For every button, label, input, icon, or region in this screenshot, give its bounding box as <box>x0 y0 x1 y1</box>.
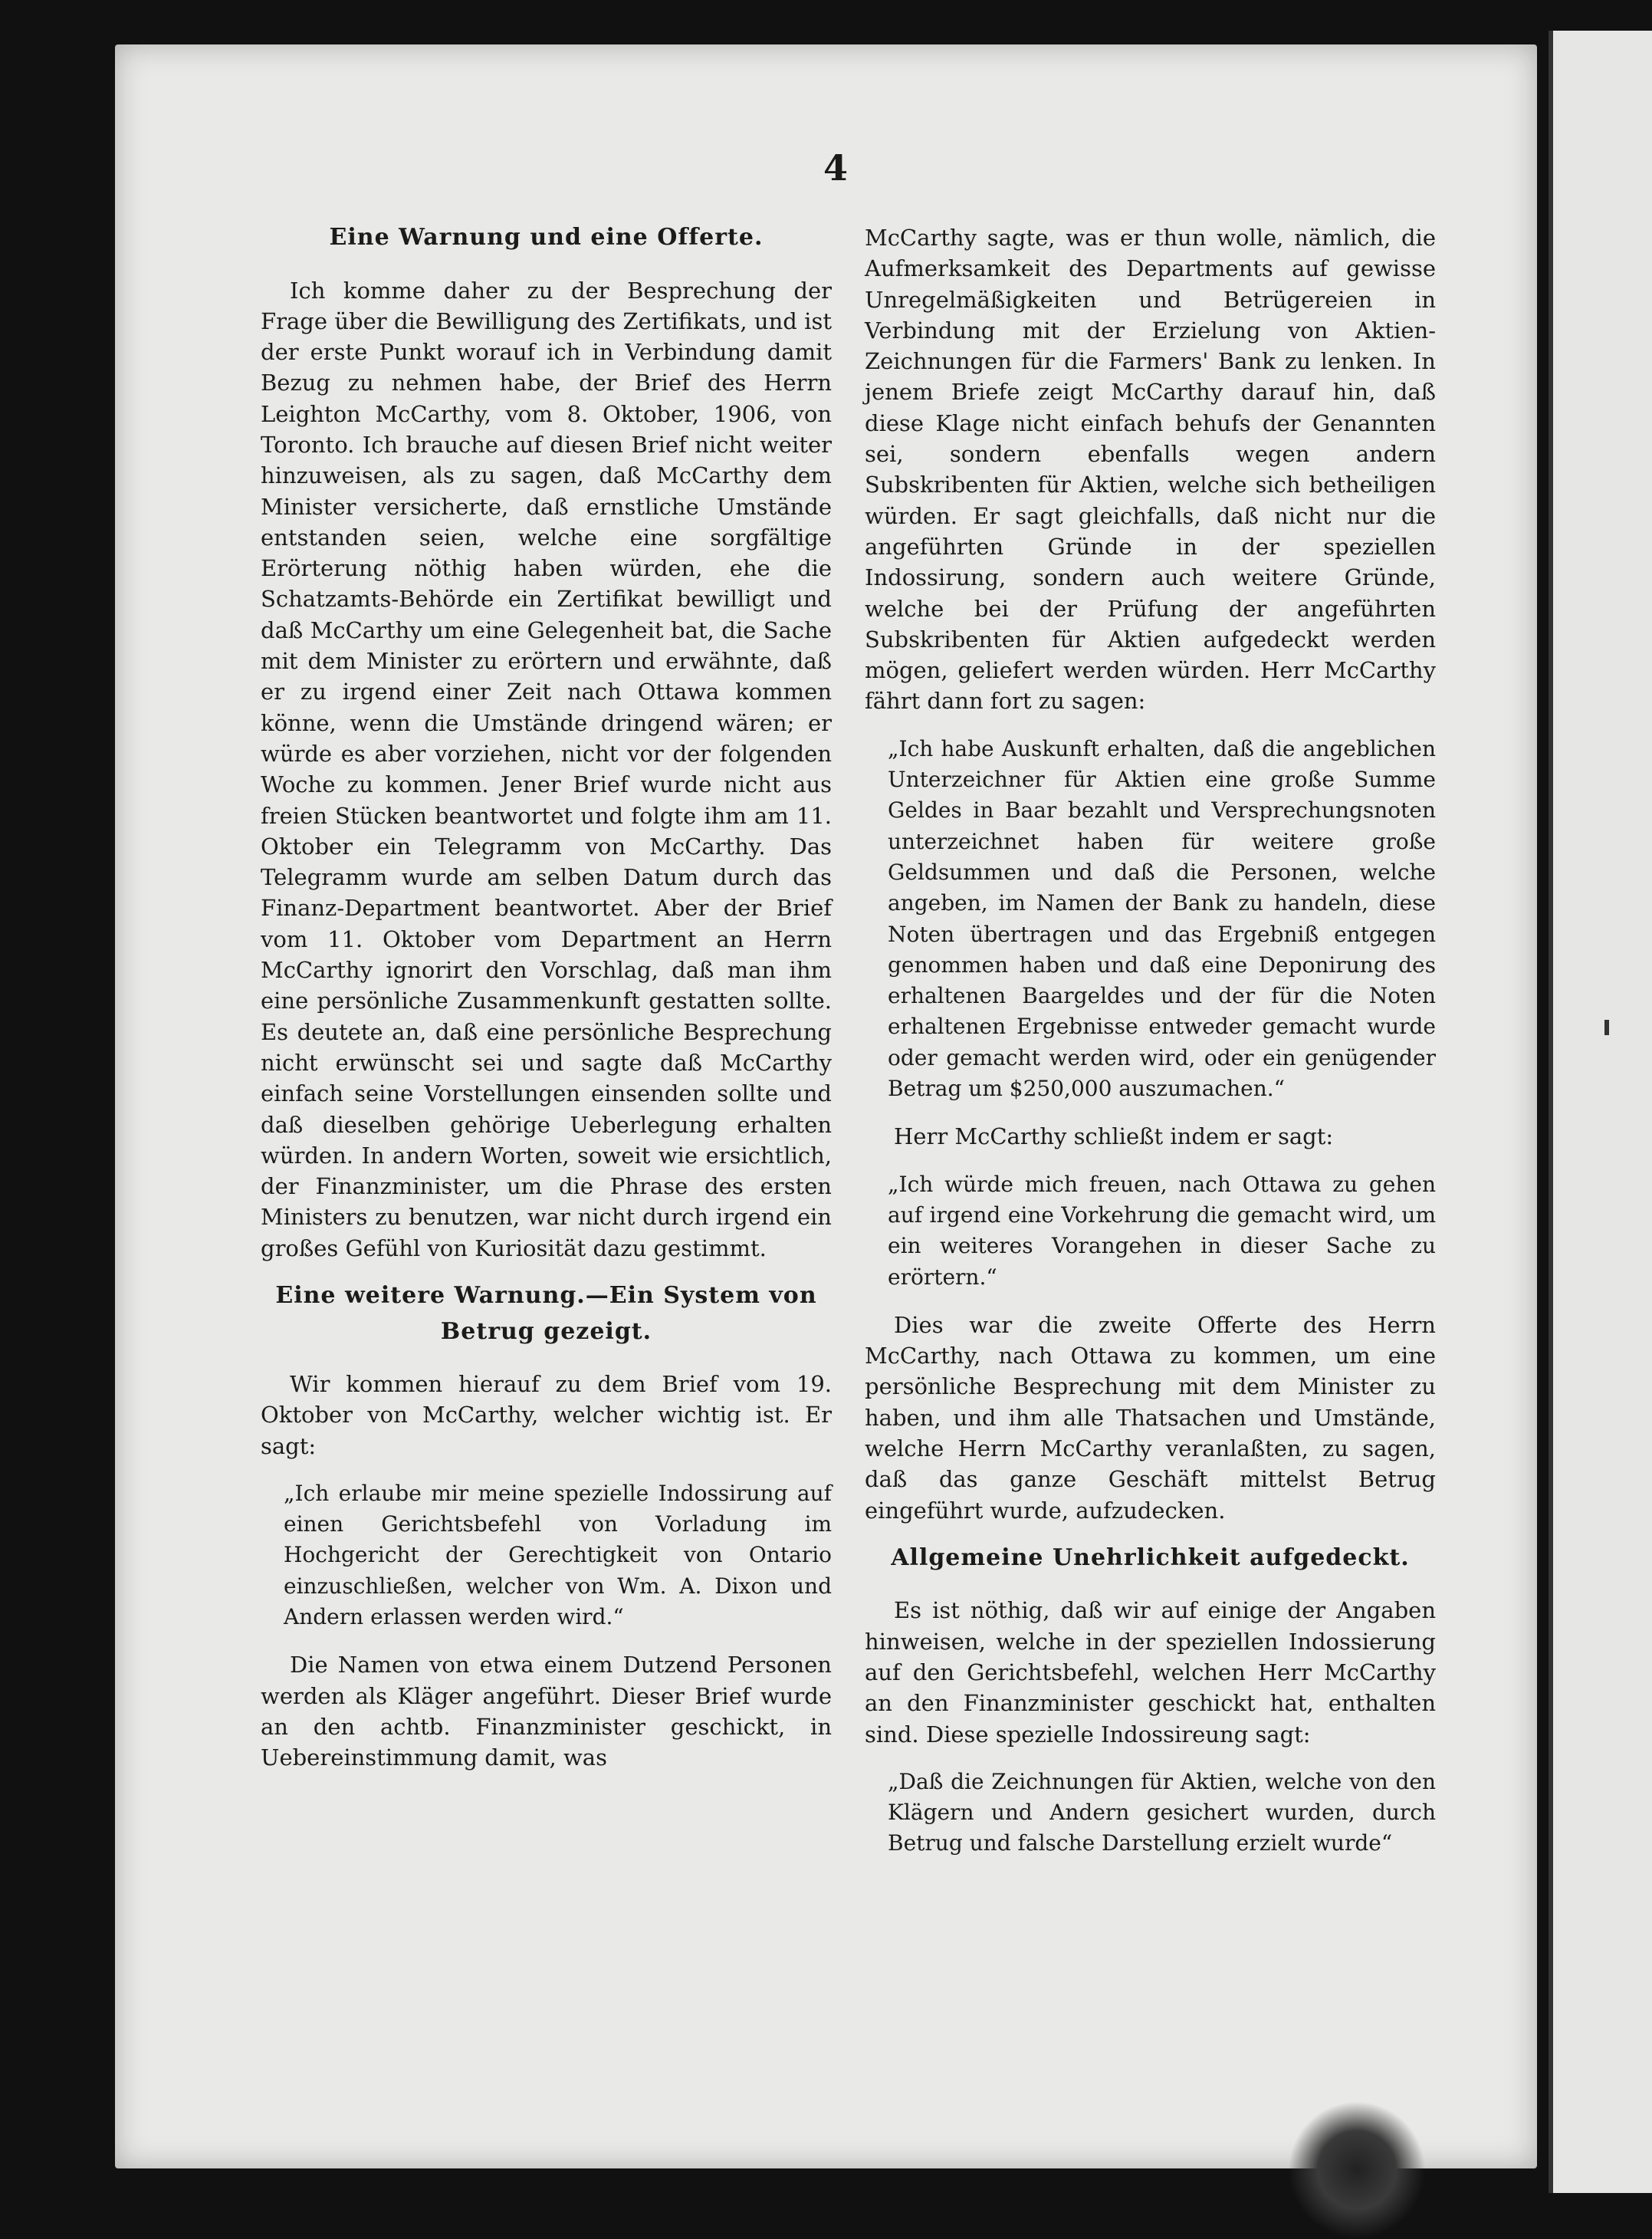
adjacent-page-strip <box>1549 31 1652 2193</box>
paragraph: Es ist nöthig, daß wir auf einige der Angaben hinweisen, welche in der speziellen Indossierung auf den Gerichtsbefehl, welchen Herr McCarthy an den Finanzminister geschickt hat, enthalten sind. Diese spezielle Indossireung sagt: <box>865 1597 1436 1747</box>
paragraph: Ich komme daher zu der Besprechung der Frage über die Bewilligung des Zertifikats, und ist der erste Punkt worauf ich in Verbindung damit Bezug zu nehmen habe, der Brief des Herrn Leighton McCarthy, vom 8. Oktober, 1906, von Toronto. Ich brauche auf diesen Brief nicht weiter hinzuweisen, als zu sagen, daß McCarthy dem Minister versicherte, daß ernstliche Umstände entstanden seien, welche eine sorgfältige Erörterung nöthig haben würden, ehe die Schatzamts-Behörde ein Zertifikat bewilligt und daß McCarthy um eine Gelegenheit bat, die Sache mit dem Minister zu erörtern und erwähnte, daß er zu irgend einer Zeit nach Ottawa kommen könne, wenn die Umstände dringend wären; er würde es aber vorziehen, nicht vor der folgenden Woche zu kommen. Jener Brief wurde nicht aus freien Stücken beantwortet und folgte ihm am 11. Oktober ein Telegramm von McCarthy. Das Telegramm wurde am selben Datum durch das Finanz-Department beantwortet. Aber der Brief vom 11. Oktober vom Department an Herrn McCarthy ignorirt den Vorschlag, daß man ihm eine persönliche Zusammenkunft gestatten sollte. Es deutete an, daß eine persönliche Besprechung nicht erwünscht sei und sagte daß McCarthy einfach seine Vorstellungen einsenden sollte und daß dieselben gehörige Ueberlegung erhalten würden. In andern Worten, soweit wie ersichtlich, der Finanzminister, um die Phrase des ersten Ministers zu benutzen, war nicht durch irgend ein großes Gefühl von Kuriosität dazu gestimmt. <box>261 277 832 1261</box>
scan-speck <box>1604 1020 1609 1035</box>
quotation: „Ich erlaube mir meine spezielle Indossirung auf einen Gerichtsbefehl von Vorladung im Hochgericht der Gerechtigkeit von Ontario einzuschließen, welcher von Wm. A. Dixon und Andern erlassen werden wird.“ <box>284 1480 832 1630</box>
heading-further-warning-line1: Eine weitere Warnung.—Ein System von <box>275 1282 817 1309</box>
right-column <box>865 222 1436 1876</box>
quotation: „Daß die Zeichnungen für Aktien, welche von den Klägern und Andern gesichert wurden, durch Betrug und falsche Darstellung erzielt wurde“ <box>888 1768 1436 1856</box>
paragraph: Wir kommen hierauf zu dem Brief vom 19. Oktober von McCarthy, welcher wichtig ist. Er sagt: <box>261 1371 832 1459</box>
paragraph: McCarthy sagte, was er thun wolle, nämlich, die Aufmerksamkeit des Departments auf gewisse Unregelmäßigkeiten und Betrügereien in Verbindung mit der Erzielung von Aktien-Zeichnungen für die Farmers' Bank zu lenken. In jenem Briefe zeigt McCarthy darauf hin, daß diese Klage nicht einfach behufs der Genannten sei, sondern ebenfalls wegen andern Subskribenten für Aktien, welche sich betheiligen würden. Er sagt gleichfalls, daß nicht nur die angeführten Gründe in der speziellen Indossirung, sondern auch weitere Gründe, welche bei der Prüfung der angeführten Subskribenten für Aktien aufgedeckt werden mögen, geliefert werden würden. Herr McCarthy fährt dann fort zu sagen: <box>865 225 1436 715</box>
paragraph: Herr McCarthy schließt indem er sagt: <box>894 1123 1334 1150</box>
page-number: 4 <box>823 147 848 189</box>
paragraph: Dies war die zweite Offerte des Herrn McCarthy, nach Ottawa zu kommen, um eine persönliche Besprechung mit dem Minister zu haben, und ihm alle Thatsachen und Umstände, welche Herrn McCarthy veranlaßten, zu sagen, daß das ganze Geschäft mittelst Betrug eingeführt wurde, aufzudecken. <box>865 1311 1436 1524</box>
heading-dishonesty-uncovered: Allgemeine Unehrlichkeit aufgedeckt. <box>891 1544 1410 1571</box>
scan-hole-spot <box>1288 2101 1426 2239</box>
left-column <box>261 222 832 1790</box>
quotation: „Ich habe Auskunft erhalten, daß die angeblichen Unterzeichner für Aktien eine große Summe Geldes in Baar bezahlt und Versprechungsnoten unterzeichnet haben für weitere große Geldsummen und daß die Personen, welche angeben, im Namen der Bank zu handeln, diese Noten übertragen und das Ergebniß entgegen genommen haben und daß eine Deponirung des erhaltenen Baargeldes und der für die Noten erhaltenen Ergebnisse entweder gemacht wurde oder gemacht werden wird, oder ein genügender Betrag um $250,000 auszumachen.“ <box>888 735 1436 1102</box>
quotation: „Ich würde mich freuen, nach Ottawa zu gehen auf irgend eine Vorkehrung die gemacht wird, um ein weiteres Vorangehen in dieser Sache zu erörtern.“ <box>888 1171 1436 1290</box>
paragraph: Die Namen von etwa einem Dutzend Personen werden als Kläger angeführt. Dieser Brief wurde an den achtb. Finanzminister geschickt, in Uebereinstimmung damit, was <box>261 1652 832 1771</box>
heading-further-warning-line2: Betrug gezeigt. <box>440 1317 652 1345</box>
heading-warning-offer: Eine Warnung und eine Offerte. <box>329 224 764 251</box>
